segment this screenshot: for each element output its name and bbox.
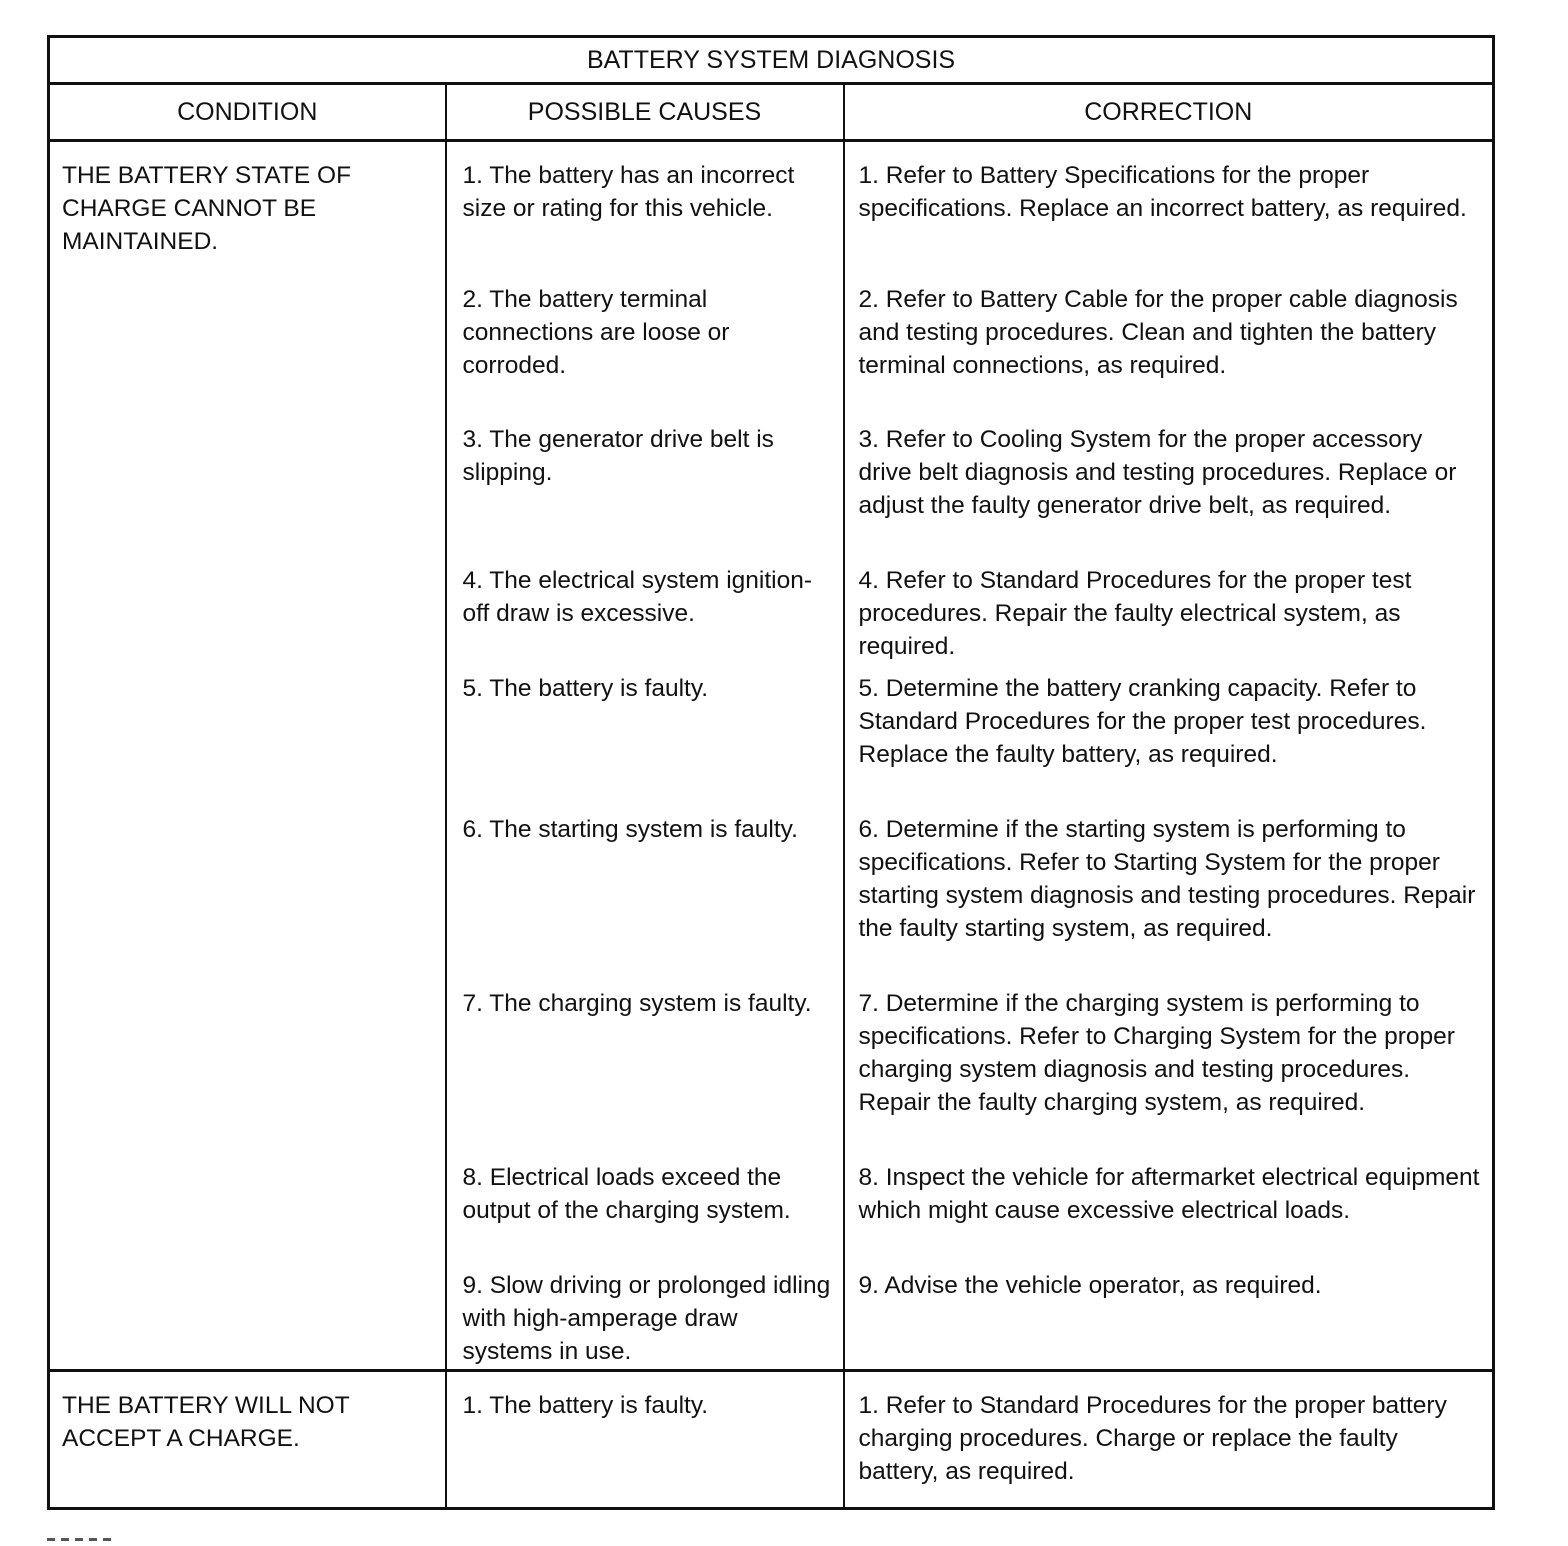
correction-item: 8. Inspect the vehicle for aftermarket electrical equipment which might cause excessive electrical loads.: [858, 1164, 1480, 1224]
correction-cell: [844, 141, 1494, 1371]
cause-item: 4. The electrical system ignition-off draw is excessive.: [462, 567, 812, 627]
corrections-list: [845, 142, 1493, 1369]
cause-item: 9. Slow driving or prolonged idling with high-amperage draw systems in use.: [462, 1272, 831, 1365]
cause-item: 2. The battery terminal connections are loose or corroded.: [462, 286, 730, 379]
cause-item: 7. The charging system is faulty.: [462, 990, 812, 1017]
page-footer-mark: [47, 1538, 117, 1541]
cause-item: 3. The generator drive belt is slipping.: [462, 426, 774, 486]
correction-item: 5. Determine the battery cranking capacity. Refer to Standard Procedures for the proper test procedures. Replace the faulty battery, as required.: [858, 675, 1427, 768]
correction-item: 4. Refer to Standard Procedures for the proper test procedures. Repair the faulty electrical system, as required.: [858, 567, 1412, 660]
causes-list: [447, 142, 843, 1369]
correction-item: 3. Refer to Cooling System for the proper accessory drive belt diagnosis and testing procedures. Replace or adjust the faulty generator drive belt, as required.: [858, 426, 1457, 519]
header-possible-causes: POSSIBLE CAUSES: [446, 84, 844, 141]
header-row: [49, 84, 1494, 141]
condition-cell: THE BATTERY WILL NOT ACCEPT A CHARGE.: [49, 1371, 446, 1509]
correction-item: 1. Refer to Standard Procedures for the proper battery charging procedures. Charge or replace the faulty battery, as required.: [858, 1392, 1447, 1485]
cause-item: 8. Electrical loads exceed the output of the charging system.: [462, 1164, 791, 1224]
correction-item: 6. Determine if the starting system is performing to specifications. Refer to Starting System for the proper starting system diagnosis and testing procedures. Repair the faulty starting system, as required.: [858, 816, 1476, 942]
condition-cell: THE BATTERY STATE OF CHARGE CANNOT BE MAINTAINED.: [49, 141, 446, 1371]
header-correction: CORRECTION: [844, 84, 1494, 141]
table-row: [49, 1371, 1494, 1509]
header-condition: CONDITION: [49, 84, 446, 141]
cause-item: 1. The battery is faulty.: [462, 1392, 709, 1419]
cause-item: 6. The starting system is faulty.: [462, 816, 798, 843]
causes-cell: [446, 141, 844, 1371]
corrections-list: [845, 1372, 1493, 1488]
cause-item: 5. The battery is faulty.: [462, 675, 709, 702]
correction-item: 7. Determine if the charging system is performing to specifications. Refer to Charging System for the proper charging system diagnosis and testing procedures. Repair the faulty charging system, as required.: [858, 990, 1455, 1116]
table-row: [49, 141, 1494, 1371]
correction-item: 9. Advise the vehicle operator, as required.: [858, 1272, 1322, 1299]
correction-item: 2. Refer to Battery Cable for the proper cable diagnosis and testing procedures. Clean and tighten the battery terminal connections, as required.: [858, 286, 1458, 379]
causes-cell: [446, 1371, 844, 1509]
correction-cell: [844, 1371, 1494, 1509]
causes-list: [447, 1372, 843, 1422]
diagnosis-table: [47, 35, 1495, 1510]
table-title: BATTERY SYSTEM DIAGNOSIS: [49, 37, 1494, 84]
cause-item: 1. The battery has an incorrect size or rating for this vehicle.: [462, 162, 795, 222]
title-row: [49, 37, 1494, 84]
correction-item: 1. Refer to Battery Specifications for the proper specifications. Replace an incorrect battery, as required.: [858, 162, 1467, 222]
